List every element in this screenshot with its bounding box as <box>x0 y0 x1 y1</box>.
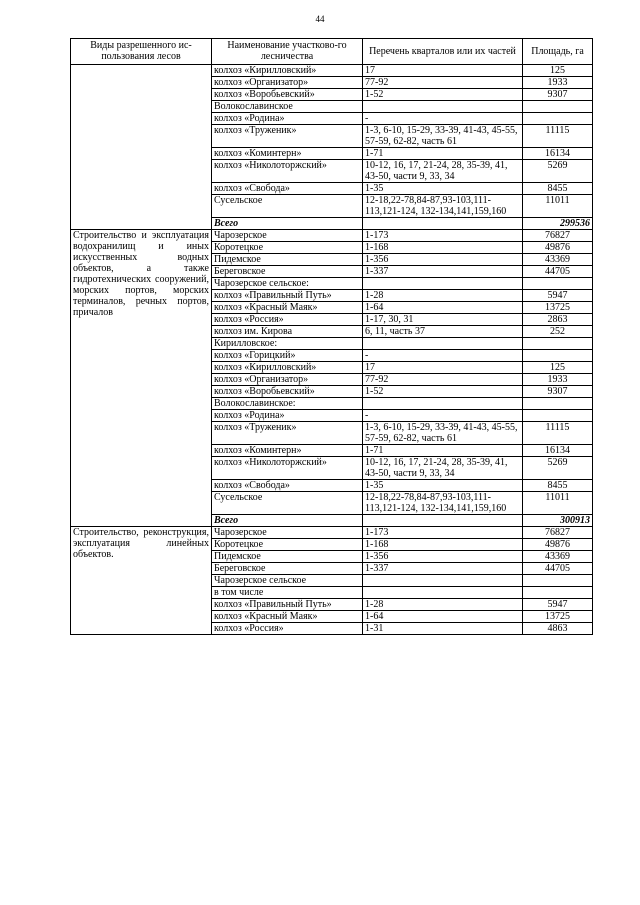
forestry-cell: Береговское <box>212 266 363 278</box>
area-cell <box>523 278 593 290</box>
header-use: Виды разрешенного ис-пользования лесов <box>71 39 212 65</box>
area-cell <box>523 113 593 125</box>
area-cell: 8455 <box>523 480 593 492</box>
forestry-cell: колхоз «Горицкий» <box>212 350 363 362</box>
forestry-cell: колхоз «Организатор» <box>212 374 363 386</box>
area-cell: 5947 <box>523 599 593 611</box>
area-cell: 5269 <box>523 457 593 480</box>
forestry-cell: Волокославинское: <box>212 398 363 410</box>
table-row <box>71 65 593 77</box>
area-cell <box>523 101 593 113</box>
forest-use-table <box>70 38 593 635</box>
area-cell: 13725 <box>523 611 593 623</box>
area-cell: 43369 <box>523 551 593 563</box>
area-cell <box>523 398 593 410</box>
forestry-cell: Пидемское <box>212 254 363 266</box>
forestry-cell: Сусельское <box>212 492 363 515</box>
quarters-cell: 17 <box>363 362 523 374</box>
quarters-cell: 1-173 <box>363 527 523 539</box>
total-label: Всего <box>212 515 363 527</box>
quarters-cell: 77-92 <box>363 374 523 386</box>
quarters-cell: 1-3, 6-10, 15-29, 33-39, 41-43, 45-55, 57-59, 62-82, часть 61 <box>363 422 523 445</box>
total-area: 300913 <box>523 515 593 527</box>
area-cell: 252 <box>523 326 593 338</box>
quarters-cell <box>363 398 523 410</box>
forestry-cell: колхоз «Коминтерн» <box>212 445 363 457</box>
area-cell: 125 <box>523 362 593 374</box>
table-body <box>71 65 593 635</box>
forestry-cell: колхоз «Труженик» <box>212 422 363 445</box>
quarters-cell: 1-35 <box>363 480 523 492</box>
quarters-cell <box>363 575 523 587</box>
forestry-cell: колхоз «Организатор» <box>212 77 363 89</box>
total-area: 299536 <box>523 218 593 230</box>
quarters-cell: 1-52 <box>363 89 523 101</box>
quarters-cell: 1-168 <box>363 242 523 254</box>
area-cell: 76827 <box>523 230 593 242</box>
quarters-cell: 1-356 <box>363 254 523 266</box>
use-type-cell <box>71 65 212 230</box>
area-cell: 43369 <box>523 254 593 266</box>
forestry-cell: колхоз «Кирилловский» <box>212 65 363 77</box>
forestry-cell: колхоз «Правильный Путь» <box>212 290 363 302</box>
quarters-cell: 12-18,22-78,84-87,93-103,111-113,121-124, 132-134,141,159,160 <box>363 195 523 218</box>
header-quarters: Перечень кварталов или их частей <box>363 39 523 65</box>
quarters-cell: 77-92 <box>363 77 523 89</box>
header-forestry: Наименование участково-го лесничества <box>212 39 363 65</box>
quarters-cell: 1-28 <box>363 290 523 302</box>
forestry-cell: Береговское <box>212 563 363 575</box>
area-cell: 4863 <box>523 623 593 635</box>
area-cell: 125 <box>523 65 593 77</box>
forestry-cell: Волокославинское <box>212 101 363 113</box>
forestry-cell: колхоз «Свобода» <box>212 480 363 492</box>
forestry-cell: колхоз «Красный Маяк» <box>212 611 363 623</box>
area-cell: 13725 <box>523 302 593 314</box>
area-cell: 16134 <box>523 445 593 457</box>
area-cell: 5269 <box>523 160 593 183</box>
forestry-cell: колхоз им. Кирова <box>212 326 363 338</box>
forestry-cell: Кирилловское: <box>212 338 363 350</box>
quarters-cell: 17 <box>363 65 523 77</box>
area-cell: 5947 <box>523 290 593 302</box>
forestry-cell: колхоз «Родина» <box>212 410 363 422</box>
forestry-cell: колхоз «Красный Маяк» <box>212 302 363 314</box>
page-number: 44 <box>315 14 325 24</box>
forestry-cell: колхоз «Николоторжский» <box>212 457 363 480</box>
area-cell: 2863 <box>523 314 593 326</box>
forestry-cell: Коротецкое <box>212 242 363 254</box>
area-cell: 11011 <box>523 492 593 515</box>
table-header-row <box>71 39 593 65</box>
quarters-cell: - <box>363 113 523 125</box>
forestry-cell: колхоз «Николоторжский» <box>212 160 363 183</box>
forestry-cell: Пидемское <box>212 551 363 563</box>
quarters-cell: 12-18,22-78,84-87,93-103,111-113,121-124, 132-134,141,159,160 <box>363 492 523 515</box>
area-cell: 49876 <box>523 242 593 254</box>
total-quarters-cell <box>363 515 523 527</box>
forestry-cell: колхоз «Свобода» <box>212 183 363 195</box>
quarters-cell: 1-337 <box>363 563 523 575</box>
forestry-cell: колхоз «Родина» <box>212 113 363 125</box>
area-cell: 9307 <box>523 89 593 101</box>
quarters-cell: 1-17, 30, 31 <box>363 314 523 326</box>
quarters-cell <box>363 278 523 290</box>
quarters-cell: 1-71 <box>363 148 523 160</box>
area-cell: 44705 <box>523 563 593 575</box>
quarters-cell: 10-12, 16, 17, 21-24, 28, 35-39, 41, 43-50, части 9, 33, 34 <box>363 160 523 183</box>
area-cell: 9307 <box>523 386 593 398</box>
quarters-cell: 1-64 <box>363 302 523 314</box>
quarters-cell: 1-35 <box>363 183 523 195</box>
quarters-cell: - <box>363 410 523 422</box>
area-cell <box>523 350 593 362</box>
area-cell <box>523 338 593 350</box>
table-row <box>71 230 593 242</box>
header-area: Площадь, га <box>523 39 593 65</box>
forestry-cell: колхоз «Труженик» <box>212 125 363 148</box>
quarters-cell <box>363 338 523 350</box>
quarters-cell: 1-52 <box>363 386 523 398</box>
forestry-cell: Коротецкое <box>212 539 363 551</box>
forestry-cell: колхоз «Воробьевский» <box>212 89 363 101</box>
quarters-cell: 6, 11, часть 37 <box>363 326 523 338</box>
forestry-cell: Сусельское <box>212 195 363 218</box>
forestry-cell: в том числе <box>212 587 363 599</box>
area-cell <box>523 587 593 599</box>
forestry-cell: Чарозерское <box>212 527 363 539</box>
forestry-cell: колхоз «Россия» <box>212 623 363 635</box>
quarters-cell: 1-3, 6-10, 15-29, 33-39, 41-43, 45-55, 57-59, 62-82, часть 61 <box>363 125 523 148</box>
quarters-cell: 1-337 <box>363 266 523 278</box>
area-cell: 11011 <box>523 195 593 218</box>
area-cell: 16134 <box>523 148 593 160</box>
forestry-cell: Чарозерское сельское: <box>212 278 363 290</box>
forestry-cell: Чарозерское сельское <box>212 575 363 587</box>
area-cell: 76827 <box>523 527 593 539</box>
area-cell: 1933 <box>523 77 593 89</box>
area-cell: 8455 <box>523 183 593 195</box>
quarters-cell: 1-173 <box>363 230 523 242</box>
total-quarters-cell <box>363 218 523 230</box>
use-type-cell: Строительство, реконструкция, эксплуатация линейных объектов. <box>71 527 212 635</box>
quarters-cell: 1-168 <box>363 539 523 551</box>
area-cell: 11115 <box>523 125 593 148</box>
forestry-cell: колхоз «Россия» <box>212 314 363 326</box>
total-label: Всего <box>212 218 363 230</box>
forestry-cell: колхоз «Воробьевский» <box>212 386 363 398</box>
quarters-cell <box>363 101 523 113</box>
quarters-cell: 1-64 <box>363 611 523 623</box>
table-row <box>71 527 593 539</box>
forestry-cell: колхоз «Правильный Путь» <box>212 599 363 611</box>
quarters-cell: - <box>363 350 523 362</box>
area-cell <box>523 410 593 422</box>
forestry-cell: колхоз «Кирилловский» <box>212 362 363 374</box>
forestry-cell: Чарозерское <box>212 230 363 242</box>
quarters-cell <box>363 587 523 599</box>
area-cell: 44705 <box>523 266 593 278</box>
area-cell: 11115 <box>523 422 593 445</box>
area-cell <box>523 575 593 587</box>
quarters-cell: 1-356 <box>363 551 523 563</box>
area-cell: 1933 <box>523 374 593 386</box>
quarters-cell: 1-31 <box>363 623 523 635</box>
quarters-cell: 1-71 <box>363 445 523 457</box>
forestry-cell: колхоз «Коминтерн» <box>212 148 363 160</box>
use-type-cell: Строительство и эксплуатация водохранилищ и иных искусственных водных объектов, а также гидротехнических сооружений, морских портов, морских терминалов, речных портов, причалов <box>71 230 212 527</box>
quarters-cell: 1-28 <box>363 599 523 611</box>
area-cell: 49876 <box>523 539 593 551</box>
quarters-cell: 10-12, 16, 17, 21-24, 28, 35-39, 41, 43-50, части 9, 33, 34 <box>363 457 523 480</box>
